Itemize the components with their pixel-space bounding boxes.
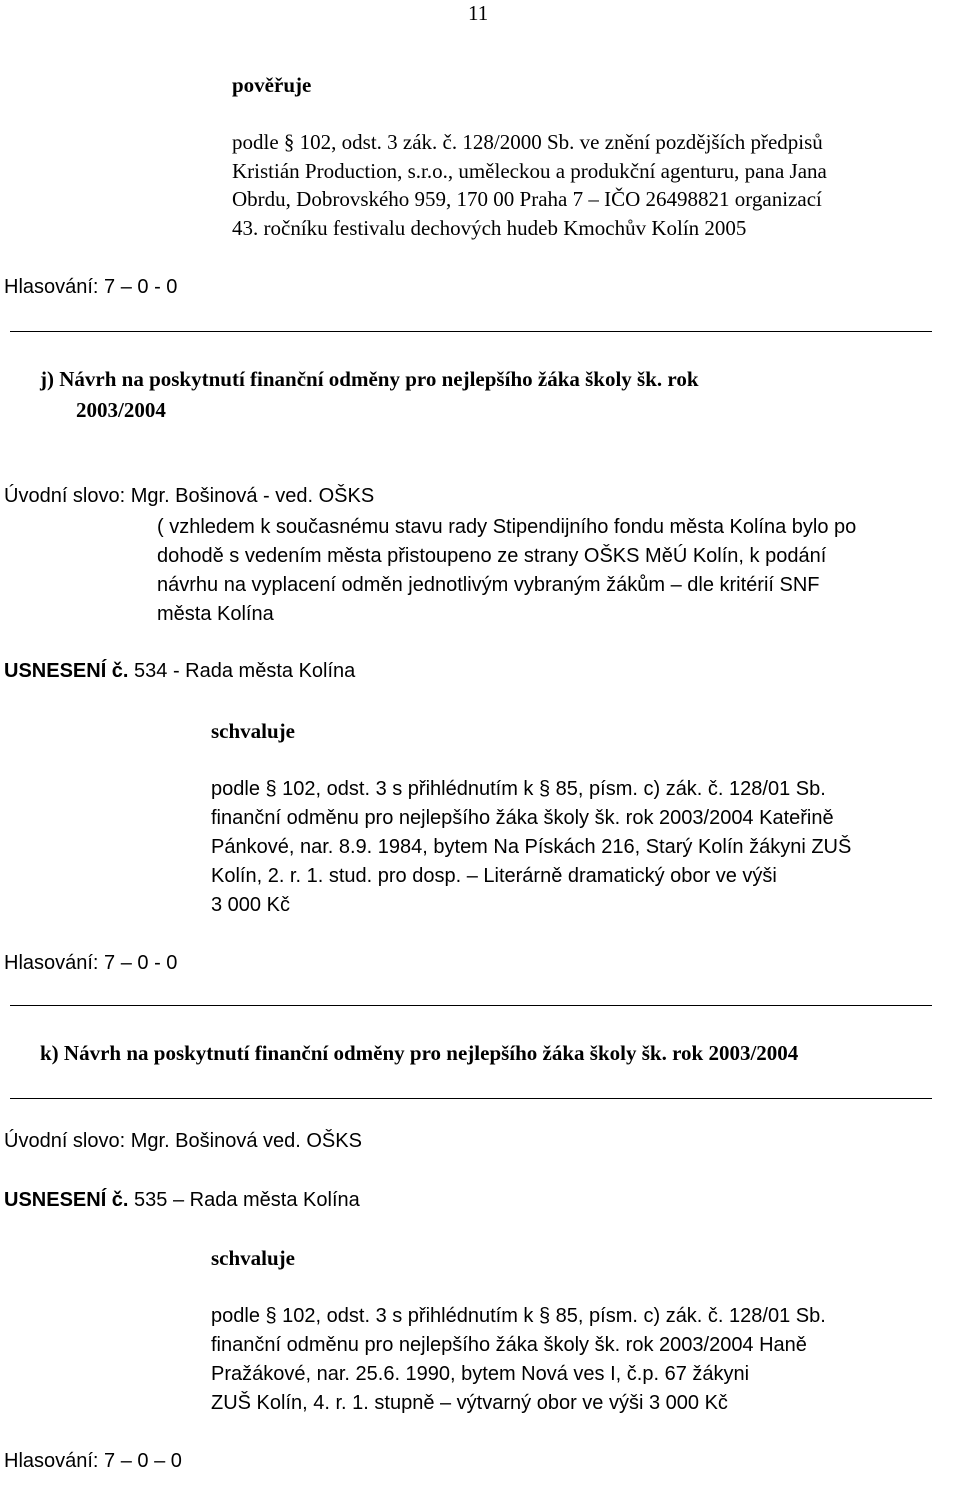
resolution-heading bbox=[4, 1187, 360, 1213]
paragraph-line: Kristián Production, s.r.o., uměleckou a produkční agenturu, pana Jana bbox=[232, 159, 827, 183]
section-divider bbox=[10, 1005, 932, 1006]
page-number: 11 bbox=[468, 1, 489, 25]
vote-result: Hlasování: 7 – 0 – 0 bbox=[4, 1450, 182, 1472]
section-divider bbox=[10, 1098, 932, 1099]
note-line: města Kolína bbox=[157, 603, 274, 625]
resolution-line: podle § 102, odst. 3 s přihlédnutím k § 85, písm. c) zák. č. 128/01 Sb. bbox=[211, 1305, 826, 1327]
paragraph-line: Obrdu, Dobrovského 959, 170 00 Praha 7 – IČO 26498821 organizací bbox=[232, 187, 822, 211]
paragraph-line: 43. ročníku festivalu dechových hudeb Kmochův Kolín 2005 bbox=[232, 216, 747, 240]
verb-poveruje: pověřuje bbox=[232, 73, 312, 97]
resolution-number: 535 – Rada města Kolína bbox=[128, 1189, 360, 1211]
resolution-line: podle § 102, odst. 3 s přihlédnutím k § 85, písm. c) zák. č. 128/01 Sb. bbox=[211, 778, 826, 800]
section-divider bbox=[10, 331, 932, 332]
vote-result: Hlasování: 7 – 0 - 0 bbox=[4, 952, 178, 974]
resolution-line: ZUŠ Kolín, 4. r. 1. stupně – výtvarný obor ve výši 3 000 Kč bbox=[211, 1392, 728, 1414]
item-j-heading-cont: 2003/2004 bbox=[76, 398, 166, 422]
resolution-line: Pánkové, nar. 8.9. 1984, bytem Na Pískách 216, Starý Kolín žákyni ZUŠ bbox=[211, 836, 852, 858]
resolution-line: 3 000 Kč bbox=[211, 894, 290, 916]
vote-result: Hlasování: 7 – 0 - 0 bbox=[4, 276, 178, 298]
resolution-line: finanční odměnu pro nejlepšího žáka školy šk. rok 2003/2004 Kateřině bbox=[211, 807, 834, 829]
resolution-line: Kolín, 2. r. 1. stud. pro dosp. – Literárně dramatický obor ve výši bbox=[211, 865, 777, 887]
resolution-label: USNESENÍ č. bbox=[4, 1189, 129, 1211]
paragraph-line: podle § 102, odst. 3 zák. č. 128/2000 Sb. ve znění pozdějších předpisů bbox=[232, 130, 823, 154]
resolution-label: USNESENÍ č. bbox=[4, 660, 129, 682]
item-k-heading: k) Návrh na poskytnutí finanční odměny pro nejlepšího žáka školy šk. rok 2003/2004 bbox=[40, 1041, 799, 1065]
resolution-number: 534 - Rada města Kolína bbox=[128, 660, 356, 682]
note-line: ( vzhledem k současnému stavu rady Stipendijního fondu města Kolína bylo po bbox=[157, 516, 857, 538]
note-line: návrhu na vyplacení odměn jednotlivým vybraným žákům – dle kritérií SNF bbox=[157, 574, 820, 596]
verb-schvaluje: schvaluje bbox=[211, 719, 295, 743]
verb-schvaluje: schvaluje bbox=[211, 1246, 295, 1270]
note-line: dohodě s vedením města přistoupeno ze strany OŠKS MěÚ Kolín, k podání bbox=[157, 545, 827, 567]
resolution-line: finanční odměnu pro nejlepšího žáka školy šk. rok 2003/2004 Haně bbox=[211, 1334, 807, 1356]
item-j-heading: j) Návrh na poskytnutí finanční odměny pro nejlepšího žáka školy šk. rok bbox=[40, 367, 699, 391]
intro-speaker: Úvodní slovo: Mgr. Bošinová - ved. OŠKS bbox=[4, 485, 375, 507]
resolution-heading bbox=[4, 658, 355, 684]
intro-speaker: Úvodní slovo: Mgr. Bošinová ved. OŠKS bbox=[4, 1130, 362, 1152]
resolution-line: Pražákové, nar. 25.6. 1990, bytem Nová ves I, č.p. 67 žákyni bbox=[211, 1363, 750, 1385]
